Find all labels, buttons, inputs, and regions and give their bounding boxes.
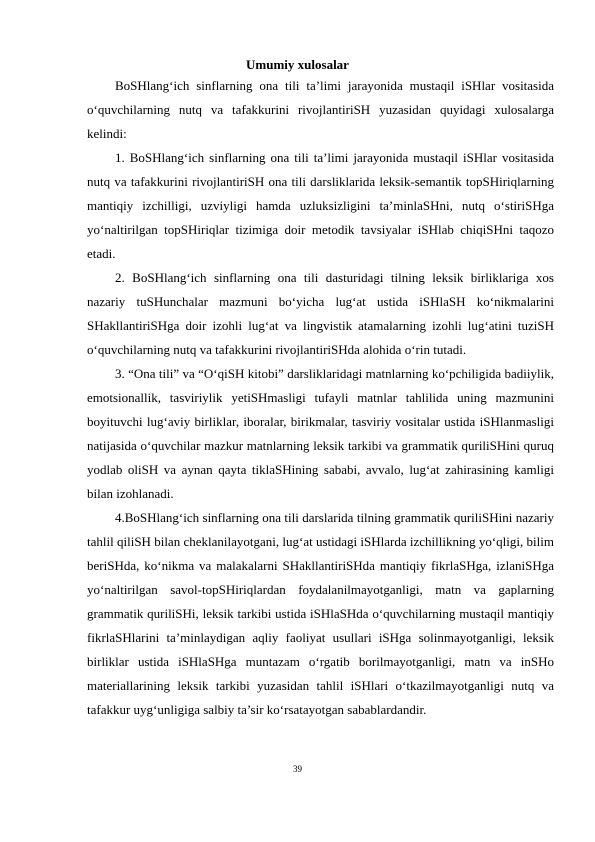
page-number: 39: [293, 764, 302, 774]
conclusion-item-4: 4.BoSHlang‘ich sinflarning ona tili darslarida tilning grammatik quriliSHini nazariy tahlil qiliSH bilan cheklanilayotgani, lug‘at ustidagi iSHlarda izchillikning yo‘qligi, bilim beriSHda, ko‘nikma va malakalarni SHakllantiriSHda mantiqiy fikrlaSHga, izlaniSHga yo‘naltirilgan savol-topSHiriqlardan foydalanilmayotganligi, matn va gaplarning grammatik quriliSHi, leksik tarkibi ustida iSHlaSHda o‘quvchilarning mustaqil mantiqiy fikrlaSHlarini ta’minlaydigan aqliy faoliyat usullari iSHga solinmayotganligi, leksik birliklar ustida iSHlaSHga muntazam o‘rgatib borilmayotganligi, matn va inSHo materiallarining leksik tarkibi yuzasidan tahlil iSHlari o‘tkazilmayotganligi nutq va tafakkur uyg‘unligiga salbiy ta’sir ko‘rsatayotgan sabablardandir.: [87, 510, 554, 717]
section-title: Umumiy xulosalar: [246, 57, 349, 72]
body-text: [87, 74, 554, 722]
intro-paragraph: BoSHlang‘ich sinflarning ona tili ta’limi jarayonida mustaqil iSHlar vositasida o‘quvchilarning nutq va tafakkurini rivojlantiriSH yuzasidan quyidagi xulosalarga kelindi:: [87, 78, 554, 141]
conclusion-item-3: 3. “Ona tili” va “O‘qiSH kitobi” darsliklaridagi matnlarning ko‘pchiligida badiiylik, emotsionallik, tasviriylik yetiSHmasligi tufayli matnlar tahlilida uning mazmunini boyituvchi lug‘aviy birliklar, iboralar, birikmalar, tasviriy vositalar ustida iSHlanmasligi natijasida o‘quvchilar mazkur matnlarning leksik tarkibi va grammatik quriliSHini quruq yodlab oliSH va aynan qayta tiklaSHining sababi, avvalo, lug‘at zahirasining kamligi bilan izohlanadi.: [87, 366, 554, 501]
conclusion-item-2: 2. BoSHlang‘ich sinflarning ona tili dasturidagi tilning leksik birliklariga xos nazariy tuSHunchalar mazmuni bo‘yicha lug‘at ustida iSHlaSH ko‘nikmalarini SHakllantiriSHga doir izohli lug‘at va lingvistik atamalarning izohli lug‘atini tuziSH o‘quvchilarning nutq va tafakkurini rivojlantiriSHda alohida o‘rin tutadi.: [87, 270, 554, 357]
conclusion-item-1: 1. BoSHlang‘ich sinflarning ona tili ta’limi jarayonida mustaqil iSHlar vositasida nutq va tafakkurini rivojlantiriSH ona tili darsliklarida leksik-semantik topSHiriqlarning mantiqiy izchilligi, uzviyligi hamda uzluksizligini ta’minlaSHni, nutq o‘stiriSHga yo‘naltirilgan topSHiriqlar tizimiga doir metodik tavsiyalar iSHlab chiqiSHni taqozo etadi.: [87, 150, 554, 261]
